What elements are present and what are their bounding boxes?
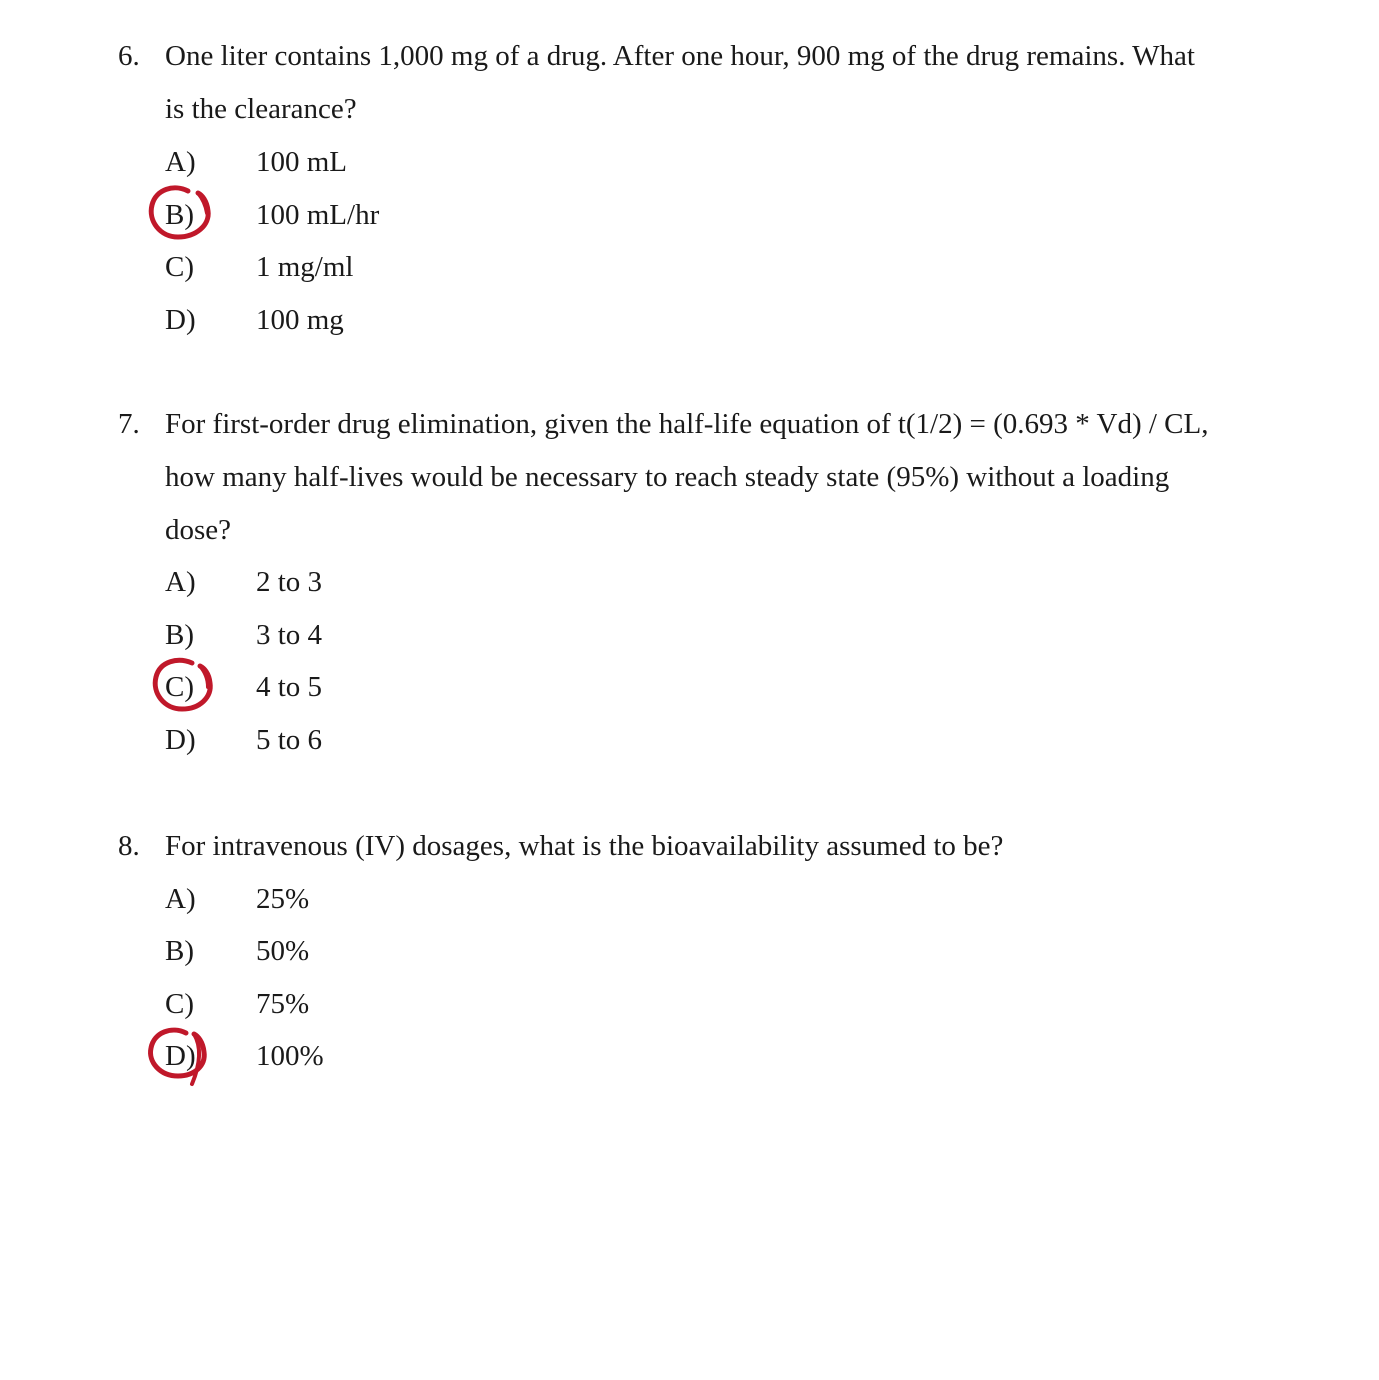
question-text-line: dose?: [165, 514, 232, 546]
option-text: 2 to 3: [256, 566, 323, 598]
question-number: 8.: [118, 830, 140, 862]
option-letter: D): [165, 1040, 196, 1072]
option-text: 75%: [256, 988, 310, 1020]
option-text: 100 mL/hr: [256, 199, 380, 231]
option-letter: B): [165, 935, 194, 967]
option-letter: C): [165, 671, 194, 703]
option-d: [0, 714, 700, 767]
question-text: [165, 30, 1285, 136]
question-text: [165, 398, 1285, 557]
option-letter: B): [165, 619, 194, 651]
question-text-line: One liter contains 1,000 mg of a drug. After one hour, 900 mg of the drug remains. What: [165, 40, 1195, 72]
option-b: [0, 925, 700, 978]
option-letter: A): [165, 146, 196, 178]
option-text: 4 to 5: [256, 671, 323, 703]
option-c: [0, 241, 700, 294]
option-letter: D): [165, 304, 196, 336]
question-text-line: For intravenous (IV) dosages, what is the bioavailability assumed to be?: [165, 830, 1004, 862]
option-letter: C): [165, 988, 194, 1020]
option-b: [0, 609, 700, 662]
option-d: [0, 294, 700, 347]
option-c: [0, 661, 700, 714]
option-text: 100%: [256, 1040, 324, 1072]
option-b: [0, 189, 700, 242]
option-text: 100 mL: [256, 146, 348, 178]
option-text: 100 mg: [256, 304, 344, 336]
option-d: [0, 1030, 700, 1083]
option-letter: C): [165, 251, 194, 283]
question-number: 7.: [118, 408, 140, 440]
question-text: [165, 820, 1285, 873]
option-a: [0, 873, 700, 926]
option-letter: D): [165, 724, 196, 756]
option-text: 1 mg/ml: [256, 251, 354, 283]
question-number: 6.: [118, 40, 140, 72]
question-text-line: how many half-lives would be necessary to reach steady state (95%) without a loading: [165, 461, 1170, 493]
option-text: 25%: [256, 883, 310, 915]
option-text: 50%: [256, 935, 310, 967]
option-a: [0, 556, 700, 609]
option-text: 5 to 6: [256, 724, 323, 756]
option-letter: A): [165, 883, 196, 915]
option-letter: B): [165, 199, 194, 231]
question-text-line: For first-order drug elimination, given the half-life equation of t(1/2) = (0.693 * Vd) / CL,: [165, 408, 1209, 440]
option-text: 3 to 4: [256, 619, 323, 651]
option-c: [0, 978, 700, 1031]
option-letter: A): [165, 566, 196, 598]
question-text-line: is the clearance?: [165, 93, 357, 125]
option-a: [0, 136, 700, 189]
